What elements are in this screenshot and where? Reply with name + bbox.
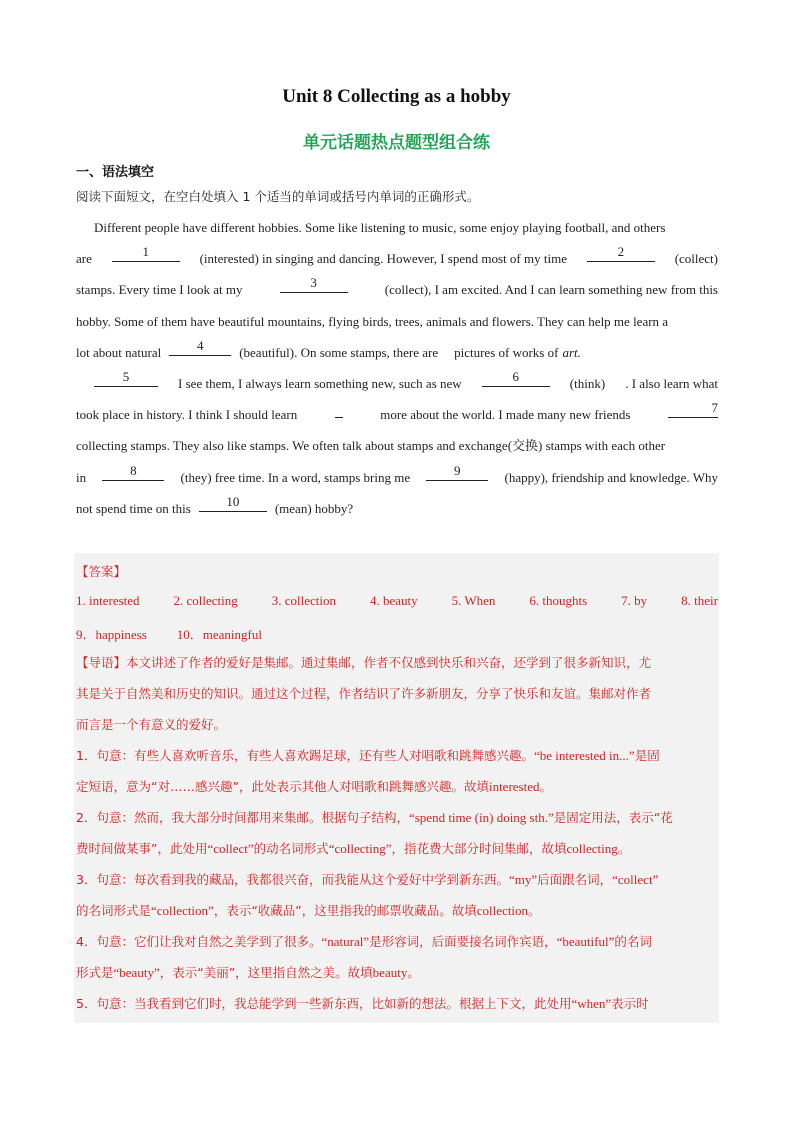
answer-item: 8. their	[681, 593, 718, 608]
expl-text: 1．句意：有些人喜欢听音乐，有些人喜欢踢足球，还有些人对唱歌和跳舞感兴趣。	[76, 748, 534, 763]
passage-text: are	[76, 251, 92, 267]
passage-text: hobby. Some of them have beautiful mountains, flying birds, trees, animals and flowers. They can help me learn a	[76, 313, 669, 329]
expl-text: 的名词	[614, 934, 652, 949]
expl-text: collecting	[566, 841, 618, 856]
explanation-1	[76, 740, 718, 771]
expl-text: 后面跟名词，	[537, 872, 613, 887]
expl-text: “beauty”	[113, 965, 160, 980]
answer-list-row-2	[76, 624, 718, 643]
expl-text: “collect”	[612, 872, 659, 887]
blank-1[interactable]: 1	[112, 243, 180, 262]
passage-text: (they) free time. In a word, stamps bring me	[180, 469, 411, 485]
expl-text: 。	[407, 965, 420, 980]
expl-text: “natural”	[321, 934, 370, 949]
passage-line	[76, 243, 718, 274]
passage-text: in	[76, 469, 87, 485]
passage-line	[76, 337, 718, 368]
blank-9[interactable]: 9	[426, 462, 488, 481]
expl-text: 4．句意：它们让我对自然之美学到了很多。	[76, 934, 322, 949]
expl-text: “collecting”	[328, 841, 392, 856]
page-subtitle: 单元话题热点题型组合练	[303, 133, 490, 153]
passage-text: . I also learn what	[625, 375, 718, 391]
answer-item: 3. collection	[271, 593, 337, 608]
blank-6[interactable]: 6	[482, 368, 550, 387]
passage-text: (collect), I am excited. And I can learn something new from this	[384, 282, 718, 298]
passage-text: lot about natural	[76, 344, 162, 360]
passage-text: (think)	[569, 375, 606, 391]
blank-4[interactable]: 4	[169, 337, 231, 356]
passage-text: stamps. Every time I look at my	[76, 282, 243, 298]
expl-text: 形式是	[76, 965, 114, 980]
explanation-4	[76, 926, 718, 957]
expl-text: “collect”	[207, 841, 254, 856]
passage-line	[76, 493, 718, 524]
passage-text: Different people have different hobbies. Some like listening to music, some enjoy playing football, and others	[94, 220, 666, 235]
answer-item: 10．meaningful	[176, 627, 262, 642]
cloze-passage	[76, 212, 718, 524]
answer-item: 9．happiness	[76, 627, 147, 642]
passage-text: art.	[562, 344, 581, 360]
passage-text: (mean) hobby?	[274, 500, 354, 516]
expl-text: 定短语，意为“对……感兴趣”，此处表示其他人对唱歌和跳舞感兴趣。故填	[76, 779, 489, 794]
expl-text: “spend time (in) doing sth.”	[408, 810, 554, 825]
passage-text: (collect)	[674, 251, 718, 267]
explanation-5	[76, 988, 718, 1019]
passage-line	[76, 430, 718, 461]
answer-item: 7. by	[621, 593, 648, 608]
passage-text: collecting stamps. They also like stamps. We often talk about stamps and exchange(交换) stamps with each other	[76, 438, 666, 454]
guide-line: 而言是一个有意义的爱好。	[76, 717, 227, 732]
expl-text: 的名词形式是	[76, 903, 152, 918]
expl-text: 。	[528, 903, 541, 918]
guide-label: 【导语】	[76, 655, 127, 670]
answer-item: 6. thoughts	[529, 593, 588, 608]
instruction-text: 阅读下面短文，在空白处填入 1 个适当的单词或括号内单词的正确形式。	[76, 189, 480, 204]
explanation-2-cont	[76, 833, 718, 864]
page-title: Unit 8 Collecting as a hobby	[282, 86, 511, 107]
explanation-4-cont	[76, 957, 718, 988]
explanation-2	[76, 802, 718, 833]
section-heading: 一、语法填空	[76, 165, 155, 180]
passage-text: pictures of works of	[454, 344, 559, 360]
passage-line	[76, 368, 718, 399]
passage-line	[76, 399, 718, 430]
expl-text: “beautiful”	[556, 934, 615, 949]
blank-extra[interactable]	[335, 399, 343, 418]
expl-text: beauty	[372, 965, 408, 980]
passage-text: took place in history. I think I should learn	[76, 407, 298, 423]
blank-8[interactable]: 8	[102, 462, 164, 481]
explanation-3	[76, 864, 718, 895]
passage-line	[76, 212, 718, 243]
expl-text: interested	[488, 779, 540, 794]
expl-text: collection	[476, 903, 529, 918]
blank-3[interactable]: 3	[280, 274, 348, 293]
expl-text: 是固	[634, 748, 660, 763]
answer-label: 【答案】	[76, 564, 127, 579]
expl-text: 5．句意：当我看到它们时，我总能学到一些新东西，比如新的想法。根据上下文，此处用	[76, 996, 572, 1011]
answer-item: 5. When	[451, 593, 496, 608]
expl-text: “when”	[571, 996, 612, 1011]
expl-text: ，指花费大部分时间集邮，故填	[391, 841, 567, 856]
passage-text: (happy), friendship and knowledge. Why	[504, 469, 718, 485]
expl-text: 表示时	[611, 996, 649, 1011]
blank-5[interactable]: 5	[94, 368, 158, 387]
passage-line	[76, 274, 718, 305]
expl-text: 。	[539, 779, 553, 794]
expl-text: ，表示“美丽”，这里指自然之美。故填	[159, 965, 373, 980]
expl-text: 。	[617, 841, 631, 856]
explanation-3-cont	[76, 895, 718, 926]
blank-7[interactable]: 7	[668, 399, 718, 418]
guide-line: 其是关于自然美和历史的知识。通过这个过程，作者结识了许多新朋友，分享了快乐和友谊。集邮对作者	[76, 686, 652, 701]
expl-text: 的动名词形式	[253, 841, 329, 856]
expl-text: 费时间做某事”，此处用	[76, 841, 208, 856]
expl-text: 是固定用法，表示“花	[553, 810, 673, 825]
guide-text: 本文讲述了作者的爱好是集邮。通过集邮，作者不仅感到快乐和兴奋，还学到了很多新知识，尤	[126, 655, 652, 670]
passage-line	[76, 306, 718, 337]
passage-text: not spend time on this	[76, 500, 191, 516]
expl-text: ，表示“收藏品”，这里指我的邮票收藏品。故填	[213, 903, 477, 918]
explanation-block	[76, 647, 718, 1019]
passage-text: (interested) in singing and dancing. However, I spend most of my time	[199, 251, 567, 267]
answer-list-row-1	[76, 593, 718, 609]
expl-text: 是形容词，后面要接名词作宾语，	[369, 934, 557, 949]
answer-item: 4. beauty	[369, 593, 418, 608]
passage-text: more about the world. I made many new friends	[380, 407, 631, 423]
guide-line	[76, 647, 718, 678]
expl-text: “be interested in...”	[533, 748, 635, 763]
passage-text: (beautiful). On some stamps, there are	[239, 344, 439, 360]
answer-item: 2. collecting	[173, 593, 238, 608]
explanation-1-cont	[76, 771, 718, 802]
expl-text: “collection”	[151, 903, 214, 918]
answer-item: 1. interested	[76, 593, 140, 608]
passage-line	[76, 462, 718, 493]
expl-text: “my”	[508, 872, 538, 887]
expl-text: 3．句意：每次看到我的藏品，我都很兴奋，而我能从这个爱好中学到新东西。	[76, 872, 509, 887]
passage-text: I see them, I always learn something new, such as new	[178, 375, 462, 391]
expl-text: 2．句意：然而，我大部分时间都用来集邮。根据句子结构，	[76, 810, 409, 825]
blank-10[interactable]: 10	[199, 493, 267, 512]
blank-2[interactable]: 2	[587, 243, 655, 262]
